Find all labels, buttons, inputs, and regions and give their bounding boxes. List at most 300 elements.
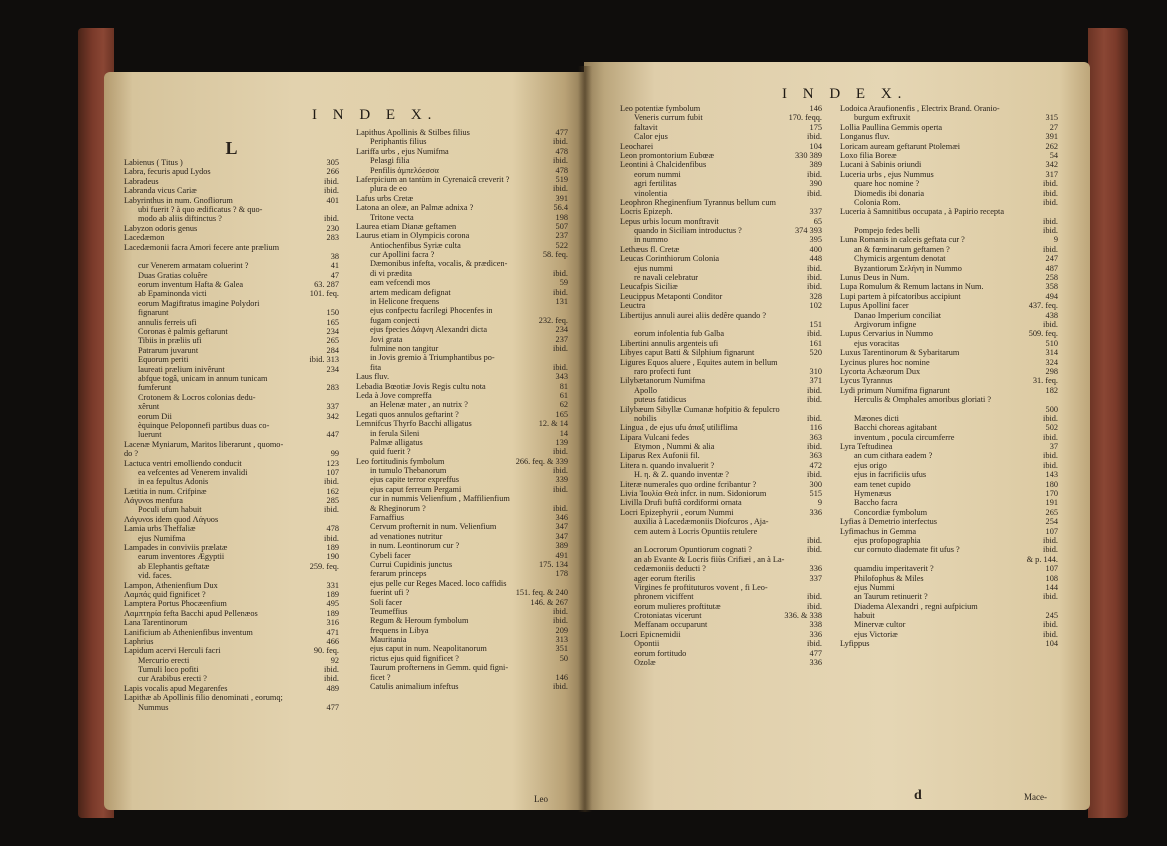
index-entry-page-ref: 363 [809,451,822,461]
index-entry-text: ea vefcentes ad Venerem invalidi [138,467,248,477]
index-entry-text: Danao Imperium conciliat [854,310,942,320]
index-entry [356,382,568,391]
index-entry-page-ref: ibid. [807,282,822,292]
index-entry-text: Locri Epicnemidii [620,629,681,639]
index-entry [840,301,1058,310]
index-entry-text: Labra, fecuris apud Lydos [124,167,211,177]
index-entry-text: di vi prædita [370,268,412,278]
index-entry-page-ref: 151 [809,319,822,329]
index-entry [620,207,822,216]
index-entry [620,517,822,526]
index-entry-text: Tumuli loco pofiti [138,665,199,675]
index-entry-page-ref: 391 [555,193,568,203]
index-entry [356,475,568,484]
index-entry [620,545,822,554]
index-entry-page-ref: 245 [1045,611,1058,621]
index-entry-text: Crotoniatas vicerunt [634,611,702,621]
index-entry-text: Lamptera Portus Phocæenfium [124,599,227,609]
index-entry-text: ejus Victoriæ [854,629,898,639]
index-entry [356,231,568,240]
index-entry-text: Ligures Equos aluere , Equites autem in bellum [620,357,778,367]
index-entry [356,579,568,588]
index-entry-page-ref: 198 [555,212,568,222]
index-entry [124,271,339,280]
index-entry [840,273,1058,282]
index-entry-text: quid fuerit ? [370,447,411,457]
index-entry-text: laureati prælium inivêrunt [138,364,225,374]
index-entry-page-ref: 374 393 [795,226,822,236]
index-entry-text: Lupa Romulum & Remum lactans in Num. [840,282,984,292]
index-entry-text: Lacedæmon [124,233,165,243]
index-entry [620,555,822,564]
index-entry-text: & Rheginorum ? [370,503,426,513]
index-entry-page-ref: 90. feq. [313,646,339,656]
index-entry [124,459,339,468]
index-entry [840,461,1058,470]
index-entry [840,142,1058,151]
index-entry-text: Meffanam occuparunt [634,620,708,630]
index-entry [620,123,822,132]
index-entry [840,282,1058,291]
index-entry [356,447,568,456]
index-entry [620,583,822,592]
index-entry-text: Luna Romanis in calceis geftata cur ? [840,235,965,245]
index-entry-page-ref: ibid. [324,505,339,515]
index-entry [124,468,339,477]
index-entry [620,339,822,348]
index-entry [620,564,822,573]
index-entry-page-ref: ibid. [1043,197,1058,207]
index-entry-text: Labranda vicus Cariæ [124,186,197,196]
index-entry [840,179,1058,188]
index-entry [124,243,339,252]
index-entry-text: Lætitia in num. Crifpinæ [124,486,207,496]
index-entry [124,543,339,552]
index-entry-page-ref: ibid. [1043,545,1058,555]
index-entry-page-ref: 438 [1045,310,1058,320]
index-entry-text: Lampades in conviviis prælatæ [124,543,228,553]
index-entry [356,363,568,372]
index-entry-text: Mæones dicti [854,413,899,423]
index-entry [620,217,822,226]
index-entry-page-ref: 522 [555,240,568,250]
index-entry-text: Loricam auream geftarunt Ptolemæi [840,141,961,151]
index-entry-page-ref: 237 [555,334,568,344]
index-entry-text: Leophron Rheginenfium Tyrannus bellum cum [620,197,776,207]
index-entry-text: Pompejo fedes belli [854,226,920,236]
index-entry [840,602,1058,611]
index-entry-page-ref: 151. feq. & 240 [515,588,568,598]
index-entry-page-ref: 315 [1045,113,1058,123]
index-entry [840,198,1058,207]
index-entry [124,383,339,392]
index-entry-text: Diomedis ibi donaria [854,188,925,198]
index-entry [620,433,822,442]
index-entry-page-ref: 347 [555,522,568,532]
index-entry [840,423,1058,432]
index-entry-text: Ozolæ [634,658,656,668]
index-entry-text: Lycus Tyrannus [840,376,893,386]
index-entry-page-ref: & p. 144. [1026,554,1058,564]
left-index-column-1 [124,138,339,712]
index-entry-text: Lilybætanorum Numifma [620,376,706,386]
index-entry-page-ref: 180 [1045,479,1058,489]
index-entry-text: vid. faces. [138,571,172,581]
index-entry [356,607,568,616]
index-entry-page-ref: 336 [809,507,822,517]
index-entry-page-ref: 41 [330,261,339,271]
index-entry-text: in Jovis gremio à Triumphantibus po- [370,353,495,363]
index-entry-text: Leocharei [620,141,654,151]
index-entry [840,517,1058,526]
index-entry-text: Mauritania [370,635,407,645]
index-entry [356,635,568,644]
index-entry-text: ferarum princeps [370,569,427,579]
index-entry [124,609,339,618]
index-entry-text: earum inventores Ægyptii [138,552,225,562]
index-entry [356,213,568,222]
index-entry [620,160,822,169]
index-entry-page-ref: ibid. [1043,188,1058,198]
index-entry-page-ref: ibid. [553,682,568,692]
index-entry [124,496,339,505]
index-entry-text: ficet ? [370,672,391,682]
index-entry-page-ref: 178 [555,569,568,579]
index-entry-page-ref: 175 [809,122,822,132]
index-entry [840,358,1058,367]
index-entry [124,299,339,308]
index-entry-text: Dæmonibus infefta, vocalis, & prædicen- [370,259,508,269]
index-entry [124,656,339,665]
index-entry-page-ref: ibid. [324,176,339,186]
index-entry [620,367,822,376]
index-entry-text: ab Epaminonda victi [138,289,207,299]
index-entry [620,311,822,320]
index-entry-page-ref: ibid. [1043,451,1058,461]
index-entry [620,264,822,273]
index-entry [356,494,568,503]
index-entry-text: Labradeus [124,176,159,186]
index-entry [356,644,568,653]
index-entry [356,203,568,212]
index-entry-page-ref: ibid. [1043,413,1058,423]
index-entry [356,532,568,541]
index-entry-text: Lemnifcus Thyrfo Bacchi alligatus [356,419,472,429]
index-entry-page-ref: ibid. [553,484,568,494]
index-entry-text: Lethæus fl. Cretæ [620,244,680,254]
index-entry-text: Libyes caput Batti & Silphium fignarunt [620,348,755,358]
index-entry-page-ref: 63. 287 [314,280,339,290]
index-entry [840,348,1058,357]
index-entry-text: luerunt [138,430,162,440]
index-entry-page-ref: 191 [1045,498,1058,508]
index-entry-text: Laurus etiam in Olympicis corona [356,231,470,241]
index-entry [124,637,339,646]
index-entry [124,430,339,439]
index-entry-page-ref: ibid. [807,273,822,283]
index-entry [124,581,339,590]
index-entry-text: Lacenæ Myniarum, Maritos liberarunt , quomo- [124,439,284,449]
index-entry [840,311,1058,320]
index-entry [356,184,568,193]
index-entry-text: Coronas è palmis geftarunt [138,327,228,337]
index-entry-text: Lyfimachus in Gemma [840,526,917,536]
index-entry-page-ref: ibid. [324,214,339,224]
index-entry [124,365,339,374]
index-entry [620,489,822,498]
index-entry [124,214,339,223]
index-entry-text: an ab Evante & Locris fiiùs Crifiæi , an à La- [634,554,785,564]
index-entry-page-ref: 50 [559,653,568,663]
index-entry-text: fugam conjecti [370,315,420,325]
index-entry-text: ejus caput ferreum Pergami [370,484,462,494]
index-entry [620,620,822,629]
index-entry-page-ref: 37 [1049,442,1058,452]
index-entry-text: ejus Nummi [854,582,895,592]
index-entry-text: Loxo filia Boreæ [840,150,897,160]
index-entry-page-ref: 478 [555,146,568,156]
index-entry-text: ejus capite terror expreffus [370,475,459,485]
index-entry [620,423,822,432]
index-entry-text: an & fœminarum geftamen ? [854,244,950,254]
index-entry-text: Laphrius [124,636,154,646]
index-entry [840,189,1058,198]
index-entry-page-ref: 389 [555,541,568,551]
index-entry-text: eorum fortitudo [634,648,687,658]
index-entry [356,156,568,165]
index-entry-page-ref: ibid. [807,385,822,395]
index-entry [124,412,339,421]
index-entry [620,358,822,367]
index-entry-text: Currui Cupidinis junctus [370,559,453,569]
book-gutter [578,66,592,812]
index-entry-text: in ea fepultus Adonis [138,477,209,487]
index-entry-page-ref: ibid. [1043,179,1058,189]
index-entry [124,158,339,167]
index-entry [356,400,568,409]
index-entry-text: Leo fortitudinis fymbolum [356,456,445,466]
index-entry [356,429,568,438]
index-entry [124,261,339,270]
index-entry-page-ref: 9 [1053,235,1058,245]
index-entry-text: cur Apollini facra ? [370,250,435,260]
index-entry [356,522,568,531]
index-entry-text: Luceria à Samnitibus occupata , à Papirio recepta [840,207,1005,217]
index-entry-text: Lepus urbis locum monftravit [620,216,719,226]
index-entry-text: ab Elephantis geftatæ [138,561,210,571]
index-entry-text: Literæ numerales quo ordine fcribantur ? [620,479,757,489]
index-entry [840,339,1058,348]
index-entry [840,367,1058,376]
index-entry-text: Catulis animalium infeftus [370,682,459,692]
index-entry [620,132,822,141]
index-entry-text: fita [370,362,382,372]
index-entry-text: phronem viciffent [634,592,694,602]
index-entry-text: Leuctra [620,301,646,311]
index-entry [356,344,568,353]
index-entry-text: Leon promontorium Eubœæ [620,150,715,160]
index-entry-page-ref: ibid. [553,343,568,353]
index-entry-text: Lanificium ab Athenienfibus inventum [124,627,253,637]
index-entry [124,693,339,702]
index-entry [840,545,1058,554]
index-entry-text: Virgines fe proftituturos vovent , fi Leo- [634,582,768,592]
index-entry-text: Labyrinthus in num. Gnofliorum [124,195,233,205]
index-entry-page-ref: 317 [1045,169,1058,179]
index-entry [356,335,568,344]
index-entry-page-ref: 283 [326,383,339,393]
index-entry-page-ref: 300 [809,479,822,489]
index-entry-text: ejus profopographia [854,535,921,545]
index-entry-text: ejus fpecies Δάφνη Alexandri dicta [370,325,488,335]
index-entry [620,658,822,667]
index-entry-page-ref: 182 [1045,385,1058,395]
index-entry-text: habuit [854,611,875,621]
index-entry-text: Lactuca ventri emolliendo conducit [124,458,242,468]
index-entry [620,451,822,460]
index-entry [620,611,822,620]
index-entry-page-ref: 347 [555,531,568,541]
index-entry-text: Cervum profternit in num. Velienfium [370,522,497,532]
index-entry-text: plura de eo [370,184,407,194]
index-entry [356,222,568,231]
index-entry-text: Antiochenfibus Syriæ culta [370,240,461,250]
index-entry-text: fuerint ufi ? [370,588,410,598]
index-entry-page-ref: 116 [809,423,822,433]
index-entry-text: Lodoica Araufionenfis , Electrix Brand. Oranio- [840,104,1000,113]
index-entry-page-ref: ibid. [807,132,822,142]
index-entry [356,541,568,550]
index-entry [124,318,339,327]
index-entry-page-ref: 108 [1045,573,1058,583]
index-entry-page-ref: 343 [555,372,568,382]
index-entry [356,259,568,268]
index-entry-text: eorum nummi [634,169,681,179]
index-entry-text: Penfilis ἀμπελόεσσα [370,165,439,175]
index-entry [124,289,339,298]
index-entry [124,534,339,543]
index-entry-page-ref: 266 [326,167,339,177]
index-entry [620,639,822,648]
index-entry-page-ref: ibid. [807,263,822,273]
index-entry-page-ref: 139 [555,437,568,447]
index-entry [356,175,568,184]
right-page-header: I N D E X. [782,86,908,102]
index-entry [124,346,339,355]
index-entry-page-ref: 285 [326,496,339,506]
index-entry-text: Livia Ἰουλία Θεὰ infcr. in num. Sidoniorum [620,489,767,499]
index-entry-text: Hymenæus [854,489,892,499]
index-entry-page-ref: ibid. [1043,226,1058,236]
index-entry-text: Baccho facra [854,498,898,508]
index-entry [356,372,568,381]
index-entry-text: ejus confpectu facrilegi Phocenfes in [370,306,493,316]
index-entry [124,233,339,242]
index-entry-text: Lingua , de ejus ufu ἁπαξ utiliflima [620,423,738,433]
index-entry-text: Lunus Deus in Num. [840,273,910,283]
index-entry-page-ref: ibid. [553,447,568,457]
index-entry-text: Jovi grata [370,334,403,344]
index-entry [840,442,1058,451]
index-entry-page-ref: 336 [809,564,822,574]
index-entry-text: Lupus Apollini facer [840,301,909,311]
index-entry-text: ad venationes nutritur [370,531,443,541]
index-entry [620,142,822,151]
index-entry-page-ref: 104 [1045,639,1058,649]
index-entry [356,194,568,203]
index-entry-text: Lapithæ ab Apollinis filio denominati , eorumq; [124,693,283,703]
index-entry-page-ref: 491 [555,550,568,560]
index-entry-page-ref: 337 [809,573,822,583]
index-entry-page-ref: 339 [555,475,568,485]
index-entry [840,123,1058,132]
index-entry-text: Teumeffius [370,606,408,616]
index-entry [840,620,1058,629]
index-entry [840,555,1058,564]
index-entry-page-ref: 150 [326,308,339,318]
index-entry-page-ref: ibid. [324,477,339,487]
index-entry [124,487,339,496]
index-entry-page-ref: 92 [330,655,339,665]
index-entry-page-ref: 324 [1045,357,1058,367]
index-entry-page-ref: 107 [1045,526,1058,536]
index-entry [124,421,339,430]
index-entry-page-ref: 262 [1045,141,1058,151]
index-entry-page-ref: 338 [809,620,822,630]
index-entry-page-ref: 371 [809,376,822,386]
index-entry-page-ref: 337 [326,402,339,412]
index-entry-page-ref: 494 [1045,291,1058,301]
index-entry-page-ref: 447 [326,430,339,440]
index-entry-text: Legati quos annulos geftarint ? [356,409,459,419]
index-entry [124,628,339,637]
index-entry-page-ref: 161 [809,338,822,348]
right-page [584,62,1090,810]
index-entry-text: Lampon, Athenienfium Dux [124,580,218,590]
index-entry [620,282,822,291]
index-entry-text: Etymon , Nummi & alia [634,442,715,452]
index-entry-page-ref: 510 [1045,338,1058,348]
index-entry [620,536,822,545]
index-entry [124,440,339,449]
index-entry-page-ref: ibid. [807,639,822,649]
index-entry-text: modo ab aliis diftinctus ? [138,214,222,224]
index-entry [620,386,822,395]
index-entry-page-ref: ibid. [553,606,568,616]
index-entry-text: Philofophus & Miles [854,573,924,583]
index-entry-text: Equorum periti [138,355,189,365]
index-entry-text: auxilia à Lacedæmoniis Diofcuros , Aja- [634,517,769,527]
index-entry-text: èquinque Peloponnefi partibus duas co- [138,420,270,430]
index-entry-text: rictus ejus quid fignificet ? [370,653,459,663]
index-entry-page-ref: 331 [326,580,339,590]
index-entry [356,288,568,297]
index-entry [620,320,822,329]
index-entry-page-ref: 54 [1049,150,1058,160]
index-entry-text: Taurum profternens in Gemm. quid figni- [370,663,509,673]
index-entry [124,684,339,693]
index-entry-text: cur in nummis Velienfium , Maffilienfium [370,494,510,504]
index-entry-page-ref: ibid. [1043,592,1058,602]
section-letter: L [225,138,238,158]
index-entry-page-ref: 230 [326,223,339,233]
index-entry [356,250,568,259]
index-entry-page-ref: 190 [326,552,339,562]
index-entry-page-ref: 313 [555,635,568,645]
index-entry-page-ref: ibid. [807,442,822,452]
index-entry-text: Leucippus Metaponti Conditor [620,291,723,301]
index-entry [356,269,568,278]
